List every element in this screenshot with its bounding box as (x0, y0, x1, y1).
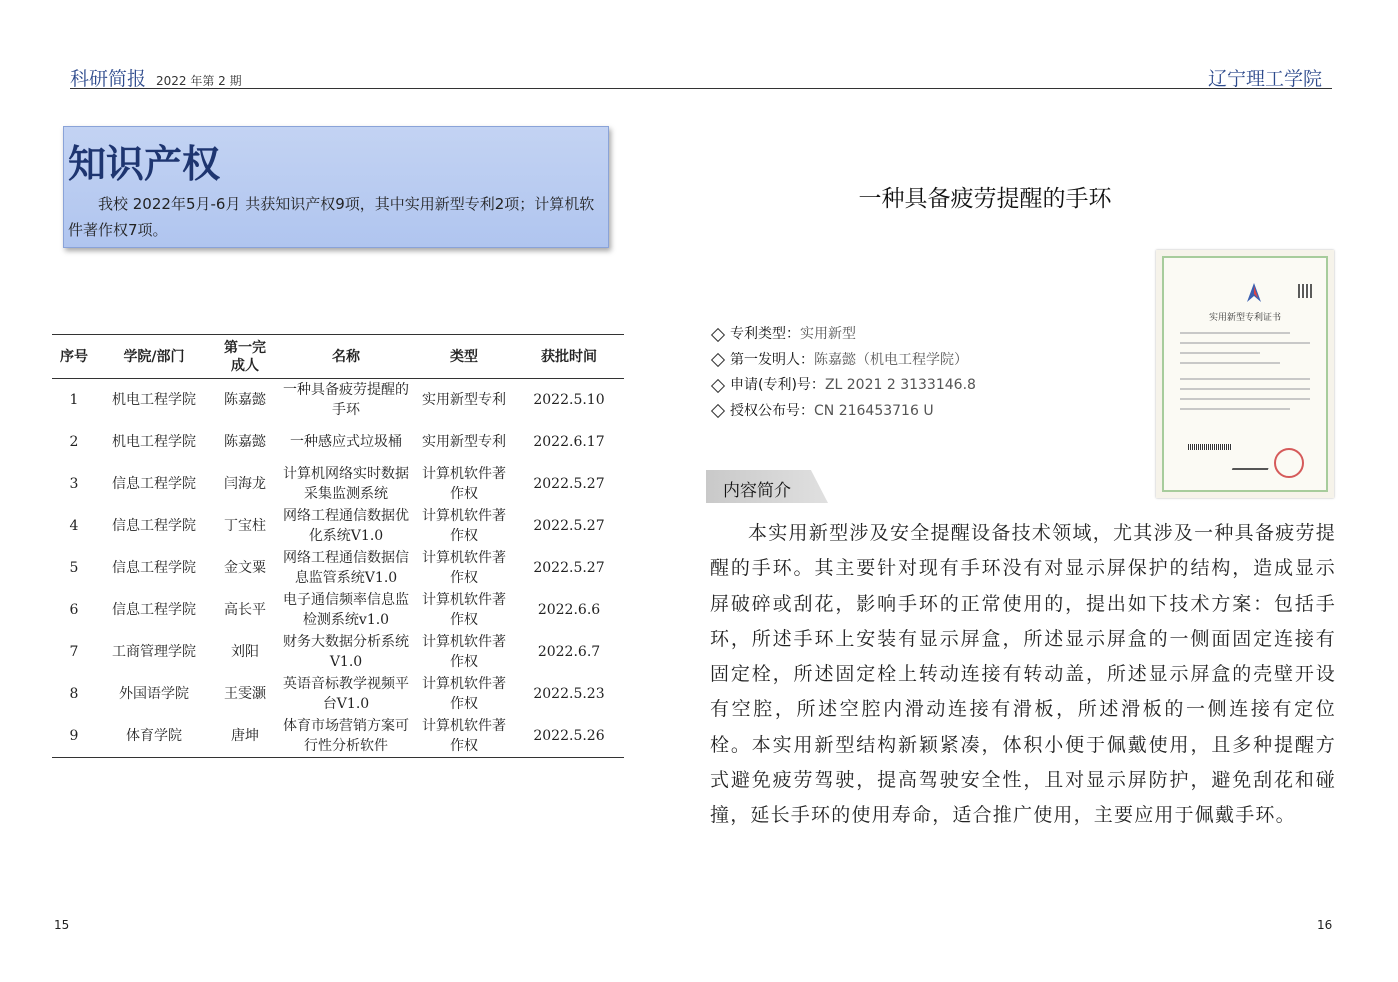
cell-name: 一种感应式垃圾桶 (290, 434, 402, 450)
cell-type: 计算机软件著作权 (422, 592, 506, 628)
table-row (52, 505, 624, 547)
ip-section-title: 知识产权 (68, 141, 221, 186)
cell-index: 6 (69, 602, 79, 618)
cell-inventor: 刘阳 (231, 644, 259, 660)
table-row (52, 589, 624, 631)
cell-inventor: 陈嘉懿 (224, 392, 266, 408)
col-header-index: 序号 (52, 335, 96, 379)
ip-section-summary: 我校 2022年5月-6月 共获知识产权9项，其中实用新型专利2项；计算机软件著作权7项。 (68, 195, 595, 239)
section-tag-label: 内容简介 (723, 481, 791, 501)
diamond-bullet-icon (711, 328, 725, 342)
cell-inventor: 王雯灏 (224, 686, 266, 702)
cell-type: 计算机软件著作权 (422, 550, 506, 586)
cell-department: 工商管理学院 (112, 644, 196, 660)
cell-index: 9 (69, 728, 79, 744)
journal-title: 科研简报 (70, 68, 147, 90)
cell-date: 2022.6.7 (537, 644, 601, 660)
cell-name: 计算机网络实时数据采集监测系统 (283, 466, 409, 502)
table-row (52, 379, 624, 422)
cell-department: 信息工程学院 (112, 518, 196, 534)
cell-name: 网络工程通信数据信息监管系统V1.0 (283, 550, 409, 586)
meta-item-type: 专利类型： 实用新型 (711, 322, 976, 348)
cell-date: 2022.6.17 (533, 434, 605, 450)
cell-index: 5 (69, 560, 79, 576)
cell-type: 计算机软件著作权 (422, 718, 506, 754)
cell-department: 外国语学院 (119, 686, 189, 702)
article-abstract: 本实用新型涉及安全提醒设备技术领域，尤其涉及一种具备疲劳提醒的手环。其主要针对现有手环没有对显示屏保护的结构，造成显示屏破碎或刮花，影响手环的正常使用的，提出如下技术方案：包括手环，所述手环上安装有显示屏盒，所述显示屏盒的一侧面固定连接有固定栓，所述固定栓上转动连接有转动盖，所述显示屏盒的壳壁开设有空腔，所述空腔内滑动连接有滑板，所述滑板的一侧连接有定位栓。本实用新型结构新颖紧凑，体积小便于佩戴使用，且多种提醒方式避免疲劳驾驶，提高驾驶安全性，且对显示屏防护，避免刮花和碰撞，延长手环的使用寿命，适合推广使用，主要应用于佩戴手环。 (710, 522, 1336, 827)
cell-date: 2022.5.27 (533, 476, 605, 492)
cell-date: 2022.6.6 (537, 602, 601, 618)
table-row (52, 547, 624, 589)
cell-name: 英语音标教学视频平台V1.0 (283, 676, 409, 712)
meta-item-inventor: 第一发明人： 陈嘉懿（机电工程学院） (711, 348, 976, 374)
cell-type: 计算机软件著作权 (422, 508, 506, 544)
cell-department: 信息工程学院 (112, 602, 196, 618)
cell-name: 体育市场营销方案可行性分析软件 (283, 718, 409, 754)
page-number-left: 15 (54, 918, 70, 932)
col-header-inventor: 第一完成人 (212, 335, 278, 379)
cell-type: 计算机软件著作权 (422, 676, 506, 712)
certificate-heading: 实用新型专利证书 (1208, 313, 1281, 323)
cell-index: 2 (69, 434, 79, 450)
qr-code-icon (1298, 284, 1312, 298)
meta-item-application-no: 申请(专利)号： ZL 2021 2 3133146.8 (711, 373, 976, 399)
cell-date: 2022.5.27 (533, 518, 605, 534)
ip-section-box (63, 126, 609, 248)
page-number-right: 16 (1317, 918, 1333, 932)
meta-item-publication-no: 授权公布号： CN 216453716 U (711, 399, 976, 425)
ip-table (52, 334, 624, 758)
diamond-bullet-icon (711, 379, 725, 393)
cell-name: 一种具备疲劳提醒的手环 (283, 382, 409, 418)
cell-name: 财务大数据分析系统V1.0 (283, 634, 409, 670)
col-header-name: 名称 (278, 335, 414, 379)
table-row (52, 463, 624, 505)
cell-inventor: 唐坤 (231, 728, 259, 744)
diamond-bullet-icon (711, 404, 725, 418)
cell-inventor: 陈嘉懿 (224, 434, 266, 450)
cell-department: 机电工程学院 (112, 392, 196, 408)
cell-index: 7 (69, 644, 79, 660)
table-row (52, 631, 624, 673)
certificate-border (1162, 256, 1328, 492)
cell-type: 计算机软件著作权 (422, 466, 506, 502)
table-row (52, 421, 624, 463)
cell-index: 3 (69, 476, 79, 492)
cell-inventor: 丁宝柱 (224, 518, 266, 534)
cell-index: 4 (69, 518, 79, 534)
cell-date: 2022.5.26 (533, 728, 605, 744)
table-row (52, 673, 624, 715)
col-header-type: 类型 (414, 335, 514, 379)
table-header-row (52, 335, 624, 379)
header-rule (70, 88, 1332, 89)
patent-meta-list (711, 322, 976, 424)
col-header-department: 学院/部门 (96, 335, 212, 379)
table-row (52, 715, 624, 758)
cell-date: 2022.5.10 (533, 392, 605, 408)
cell-inventor: 高长平 (224, 602, 266, 618)
issue-label: 2022 年第 2 期 (156, 74, 242, 88)
cell-inventor: 闫海龙 (224, 476, 266, 492)
barcode-icon (1188, 444, 1232, 450)
cell-name: 网络工程通信数据优化系统V1.0 (283, 508, 409, 544)
col-header-date: 获批时间 (514, 335, 624, 379)
cell-date: 2022.5.23 (533, 686, 605, 702)
cell-date: 2022.5.27 (533, 560, 605, 576)
running-header-left (70, 64, 242, 91)
cell-type: 实用新型专利 (422, 434, 506, 450)
cell-index: 1 (69, 392, 79, 408)
cell-name: 电子通信频率信息监检测系统v1.0 (283, 592, 409, 628)
cell-type: 实用新型专利 (422, 392, 506, 408)
cell-inventor: 金文粟 (224, 560, 266, 576)
patent-certificate-image (1156, 250, 1334, 498)
institution-name: 辽宁理工学院 (1207, 68, 1322, 90)
cell-department: 体育学院 (126, 728, 182, 744)
cell-type: 计算机软件著作权 (422, 634, 506, 670)
patent-emblem-icon (1245, 282, 1263, 304)
cell-department: 信息工程学院 (112, 560, 196, 576)
cell-department: 机电工程学院 (112, 434, 196, 450)
diamond-bullet-icon (711, 353, 725, 367)
article-title: 一种具备疲劳提醒的手环 (858, 186, 1112, 212)
cell-department: 信息工程学院 (112, 476, 196, 492)
signature-mark (1232, 458, 1272, 470)
official-seal-icon (1274, 448, 1304, 478)
cell-index: 8 (69, 686, 79, 702)
